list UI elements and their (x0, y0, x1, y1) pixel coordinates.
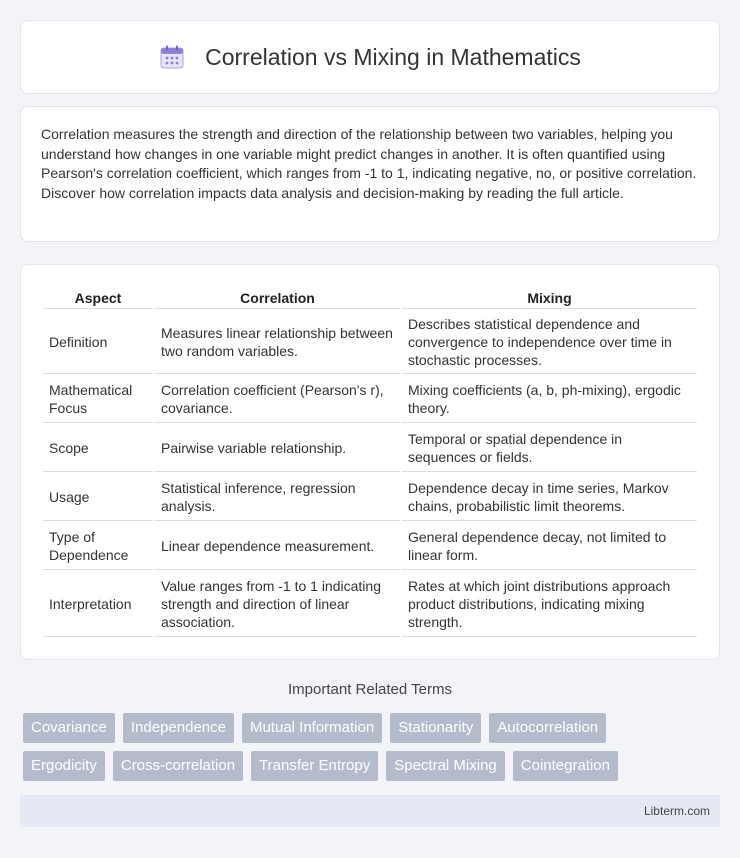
related-terms (23, 713, 723, 789)
table-header-row (43, 287, 697, 309)
header-mixing: Mixing (402, 287, 697, 309)
correlation-cell: Statistical inference, regression analysis. (155, 474, 400, 521)
correlation-cell: Correlation coefficient (Pearson's r), covariance. (155, 376, 400, 423)
table-row (43, 523, 697, 570)
comparison-table-card (20, 264, 720, 660)
calendar-icon (159, 44, 185, 70)
intro-text: Correlation measures the strength and direction of the relationship between two variables, helping you understand how changes in one variable might predict changes in another. It is often quantified using Pearson's correlation coefficient, which ranges from -1 to 1, indicating negative, no, or positive correlation. Discover how correlation impacts data analysis and decision-making by reading the full article. (41, 126, 697, 201)
correlation-cell: Linear dependence measurement. (155, 523, 400, 570)
tag-independence[interactable]: Independence (123, 713, 234, 743)
correlation-cell: Measures linear relationship between two random variables. (155, 311, 400, 374)
tag-stationarity[interactable]: Stationarity (390, 713, 481, 743)
aspect-cell: Usage (43, 474, 153, 521)
intro-card (20, 106, 720, 242)
tag-transfer-entropy[interactable]: Transfer Entropy (251, 751, 378, 781)
aspect-cell: Interpretation (43, 572, 153, 637)
table-row (43, 311, 697, 374)
related-terms-title: Important Related Terms (288, 681, 452, 698)
correlation-cell: Pairwise variable relationship. (155, 425, 400, 472)
mixing-cell: Dependence decay in time series, Markov chains, probabilistic limit theorems. (402, 474, 697, 521)
tag-row (23, 713, 723, 743)
tag-autocorrelation[interactable]: Autocorrelation (489, 713, 606, 743)
aspect-cell: Scope (43, 425, 153, 472)
comparison-table (41, 285, 699, 639)
footer (20, 795, 720, 827)
tag-spectral-mixing[interactable]: Spectral Mixing (386, 751, 505, 781)
page-title: Correlation vs Mixing in Mathematics (205, 43, 581, 70)
aspect-cell: Type of Dependence (43, 523, 153, 570)
mixing-cell: Temporal or spatial dependence in sequences or fields. (402, 425, 697, 472)
tag-cross-correlation[interactable]: Cross-correlation (113, 751, 243, 781)
aspect-cell: Mathematical Focus (43, 376, 153, 423)
table-row (43, 425, 697, 472)
table-row (43, 474, 697, 521)
header-correlation: Correlation (155, 287, 400, 309)
mixing-cell: Rates at which joint distributions approach product distributions, indicating mixing strength. (402, 572, 697, 637)
correlation-cell: Value ranges from -1 to 1 indicating strength and direction of linear association. (155, 572, 400, 637)
tag-cointegration[interactable]: Cointegration (513, 751, 618, 781)
tag-row (23, 751, 723, 781)
table-row (43, 376, 697, 423)
tag-ergodicity[interactable]: Ergodicity (23, 751, 105, 781)
tag-covariance[interactable]: Covariance (23, 713, 115, 743)
footer-brand[interactable]: Libterm.com (643, 804, 710, 818)
header-aspect: Aspect (43, 287, 153, 309)
aspect-cell: Definition (43, 311, 153, 374)
mixing-cell: Mixing coefficients (a, b, ph-mixing), ergodic theory. (402, 376, 697, 423)
tag-mutual-information[interactable]: Mutual Information (242, 713, 382, 743)
title-card (20, 20, 720, 94)
mixing-cell: Describes statistical dependence and convergence to independence over time in stochastic processes. (402, 311, 697, 374)
mixing-cell: General dependence decay, not limited to linear form. (402, 523, 697, 570)
table-row (43, 572, 697, 637)
